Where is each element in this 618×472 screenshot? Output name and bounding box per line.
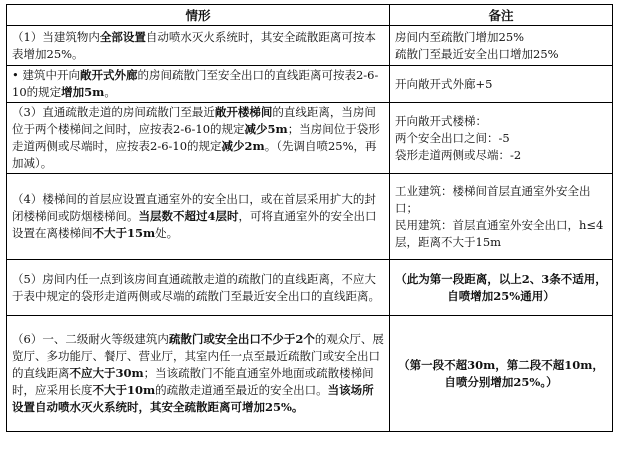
emphasis-text: 敞开楼梯间	[214, 105, 273, 119]
note-cell	[390, 316, 613, 432]
situation-cell	[7, 174, 390, 260]
emphasis-text: 减少2m	[221, 139, 265, 153]
cell-text: 两个安全出口之间：-5	[395, 130, 510, 145]
cell-text: ，可将直通室外的安全出口设置在离楼梯间	[12, 209, 377, 240]
table-body	[7, 26, 613, 432]
cell-text: 开向敞开式楼梯：	[395, 113, 487, 128]
cell-text: （3）直通疏散走道的房间疏散门至最近	[12, 105, 215, 119]
table-row	[7, 260, 613, 316]
note-cell	[390, 174, 613, 260]
table-row	[7, 316, 613, 432]
situation-cell	[7, 316, 390, 432]
emphasis-text: 敞开式外廊	[79, 68, 138, 82]
cell-text: 的疏散走道通至最近的安全出口。	[155, 383, 328, 397]
emphasis-text: （第一段不超30m，第二段不超10m，自喷分别增加25%。）	[398, 357, 604, 389]
note-cell	[390, 260, 613, 316]
note-cell	[390, 26, 613, 66]
emphasis-text: 疏散门或安全出口不少于2个	[168, 332, 315, 346]
cell-text: 自动喷水灭火系统时，其安全疏散距离可按本表增加25%。	[12, 29, 376, 61]
table-row	[7, 174, 613, 260]
cell-text: ；当房间位于袋形走道两侧或尽端时，应按表2-6-10的规定	[12, 122, 380, 153]
cell-text: 疏散门至最近安全出口增加25%	[395, 46, 559, 61]
cell-text: （6）一、二级耐火等级建筑内	[12, 332, 169, 346]
emphasis-text: 全部设置	[99, 29, 146, 44]
cell-text: 的直线距离，当房间位于两个楼梯间之间时，应按表2-6-10的规定	[12, 105, 376, 136]
emphasis-text: 当层数不超过4层时	[138, 209, 239, 223]
cell-text: 房间内至疏散门增加25%	[395, 29, 525, 44]
emphasis-text: 增加5m	[61, 85, 105, 99]
emphasis-text: 不大于15m	[92, 226, 156, 240]
cell-text: （4）楼梯间的首层应设置直通室外的安全出口，或在首层采用扩大的封闭楼梯间或防烟楼梯间。	[12, 192, 376, 223]
situation-cell	[7, 103, 390, 174]
table-row	[7, 103, 613, 174]
note-cell	[390, 66, 613, 103]
table-header-row	[7, 5, 613, 26]
header-note: 备注	[390, 5, 613, 26]
emphasis-text: 当该场所设置自动喷水灭火系统时，其安全疏散距离可增加25%。	[12, 383, 374, 414]
cell-text: 处。	[155, 226, 179, 240]
evacuation-distance-table	[6, 4, 613, 432]
emphasis-text: 不大于10m	[92, 383, 156, 397]
header-situation: 情形	[7, 5, 390, 26]
cell-text: （1）当建筑物内	[12, 29, 100, 44]
situation-cell	[7, 26, 390, 66]
situation-cell	[7, 260, 390, 316]
cell-text: ；当该疏散门不能直通室外地面或疏散楼梯间时，应采用长度	[12, 366, 374, 397]
cell-text: 的观众厅、展览厅、多功能厅、餐厅、营业厅，其室内任一点至最近疏散门或安全出口的直线距离	[12, 332, 384, 380]
cell-text: 开向敞开式外廊+5	[395, 76, 493, 91]
cell-text: 的房间疏散门至安全出口的直线距离可按表2-6-10的规定	[12, 68, 379, 99]
cell-text: 。（先调自喷25%，再加减）。	[12, 139, 377, 170]
situation-cell	[7, 66, 390, 103]
emphasis-text: 不应大于30m	[69, 366, 144, 380]
note-cell	[390, 103, 613, 174]
table-row	[7, 66, 613, 103]
cell-text: 。	[104, 85, 116, 99]
evacuation-distance-table-container	[6, 4, 612, 468]
cell-text: 民用建筑：首层直通室外安全出口，h≤4层，距离不大于15m	[395, 217, 604, 249]
cell-text: • 建筑中开向	[12, 68, 80, 82]
cell-text: 袋形走道两侧或尽端：-2	[395, 147, 522, 162]
cell-text: （5）房间内任一点到该房间直通疏散走道的疏散门的直线距离，不应大于表中规定的袋形走道两侧或尽端的疏散门至最近安全出口的直线距离。	[12, 271, 380, 303]
emphasis-text: 减少5m	[244, 122, 288, 136]
cell-text: 工业建筑：楼梯间首层直通室外安全出口；	[395, 183, 591, 215]
table-row	[7, 26, 613, 66]
emphasis-text: （此为第一段距离，以上2、3条不适用，自喷增加25%通用）	[395, 271, 607, 303]
